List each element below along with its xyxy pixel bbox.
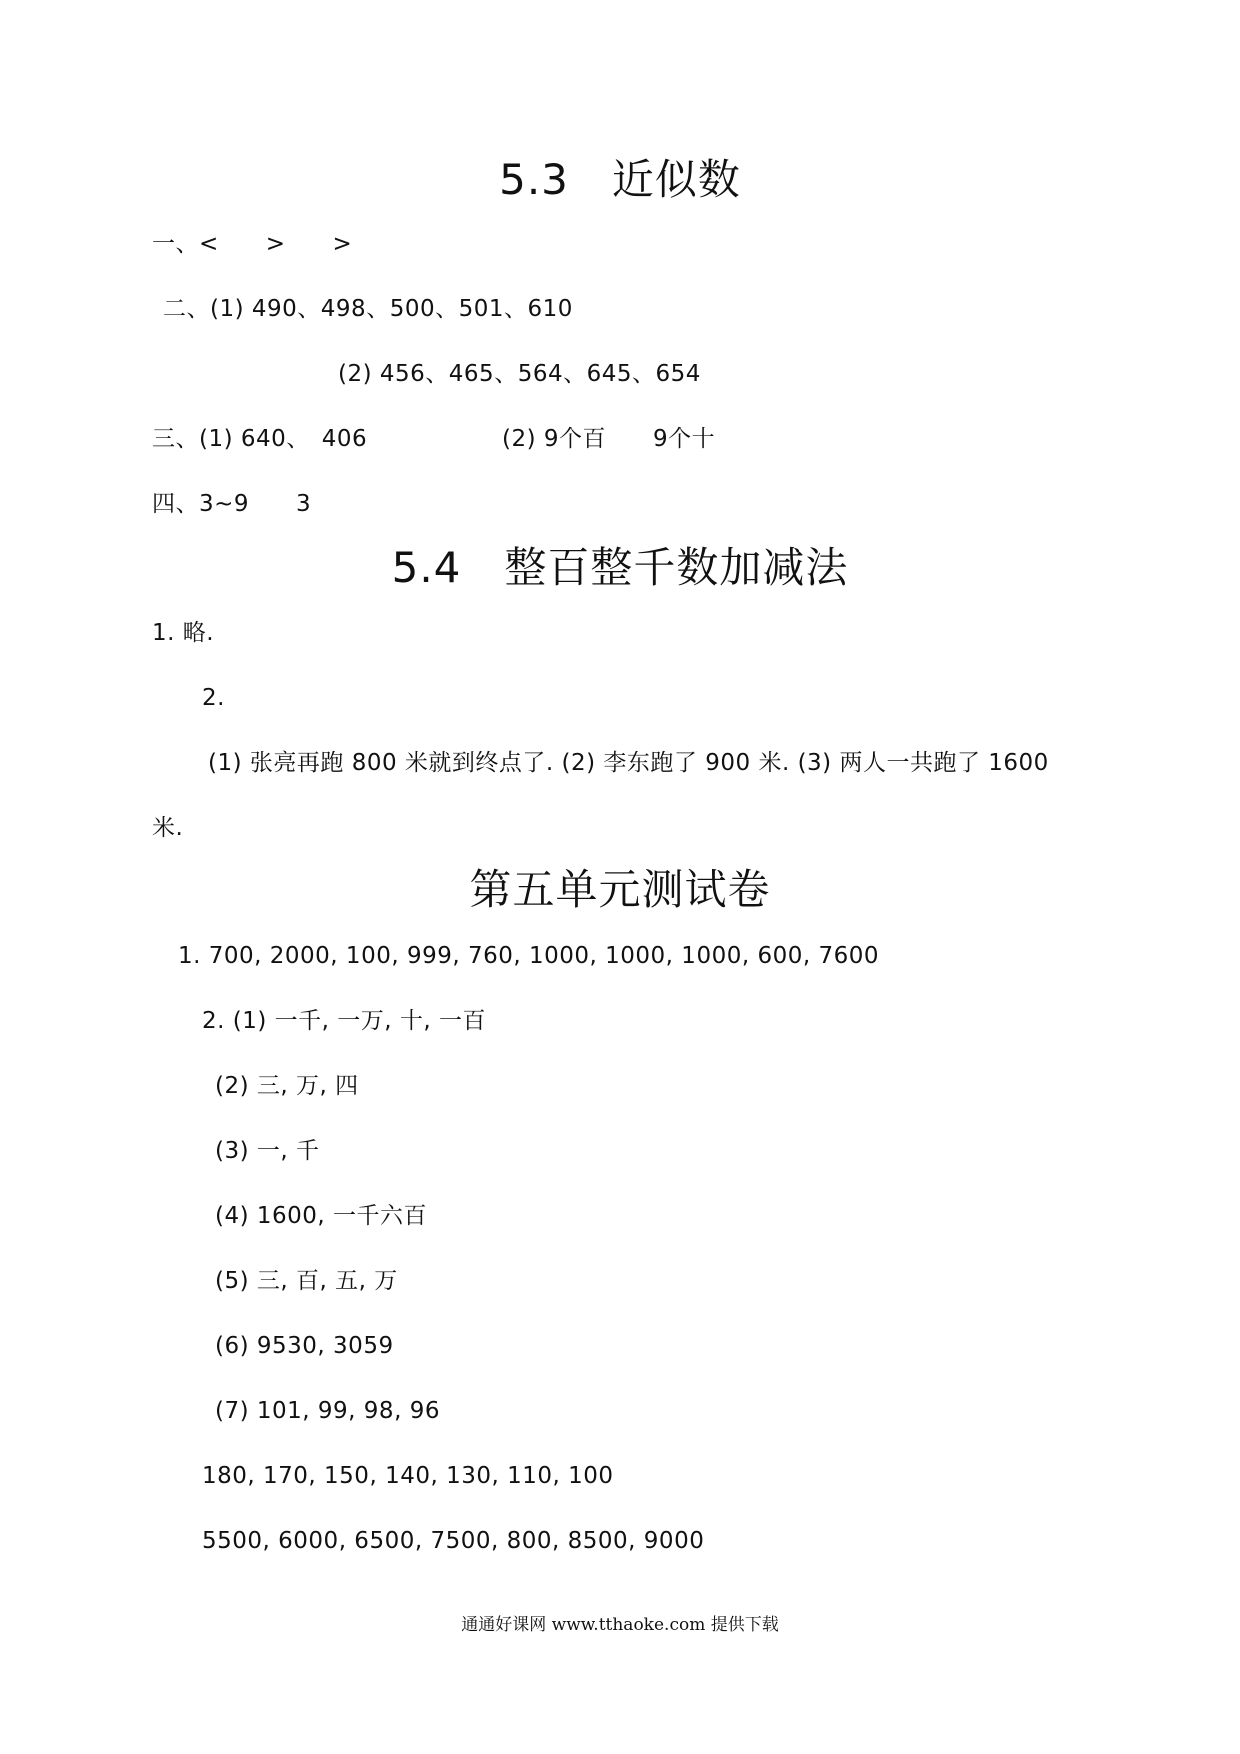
answer-line-3-1: 三、(1) 640、 406 [152, 426, 368, 452]
answer-line-4: 四、3~9 3 [152, 491, 312, 517]
unit-test-title: 第五单元测试卷 [469, 865, 771, 914]
test-answer-1: 1. 700, 2000, 100, 999, 760, 1000, 1000, 1000, 600, 7600 [178, 943, 880, 969]
answer-line-1: 一、< > > [152, 231, 353, 257]
test-answer-2-6: (6) 9530, 3059 [215, 1333, 394, 1359]
test-answer-2-1: 2. (1) 一千, 一万, 十, 一百 [202, 1008, 487, 1034]
test-answer-2-4: (4) 1600, 一千六百 [215, 1203, 428, 1229]
test-answer-2-2: (2) 三, 万, 四 [215, 1073, 359, 1099]
answer-line-2-1: 二、(1) 490、498、500、501、610 [163, 296, 573, 322]
answer-line-3-2: (2) 9个百 9个十 [502, 426, 716, 452]
test-answer-sequence-1: 180, 170, 150, 140, 130, 110, 100 [202, 1463, 614, 1489]
answer-line-s54-1: 1. 略. [152, 620, 215, 646]
answer-line-s54-4: 米. [152, 815, 184, 841]
answer-line-2-2: (2) 456、465、564、645、654 [338, 361, 701, 387]
page-footer: 通通好课网 www.tthaoke.com 提供下载 [461, 1615, 779, 1635]
section-title-5-3: 5.3 近似数 [499, 155, 741, 204]
test-answer-2-7: (7) 101, 99, 98, 96 [215, 1398, 440, 1424]
answer-line-s54-3: (1) 张亮再跑 800 米就到终点了. (2) 李东跑了 900 米. (3) 两人一共跑了 1600 [208, 750, 1049, 776]
test-answer-2-5: (5) 三, 百, 五, 万 [215, 1268, 398, 1294]
test-answer-sequence-2: 5500, 6000, 6500, 7500, 800, 8500, 9000 [202, 1528, 705, 1554]
test-answer-2-3: (3) 一, 千 [215, 1138, 320, 1164]
answer-line-s54-2: 2. [202, 685, 225, 711]
section-title-5-4: 5.4 整百整千数加减法 [391, 543, 849, 592]
